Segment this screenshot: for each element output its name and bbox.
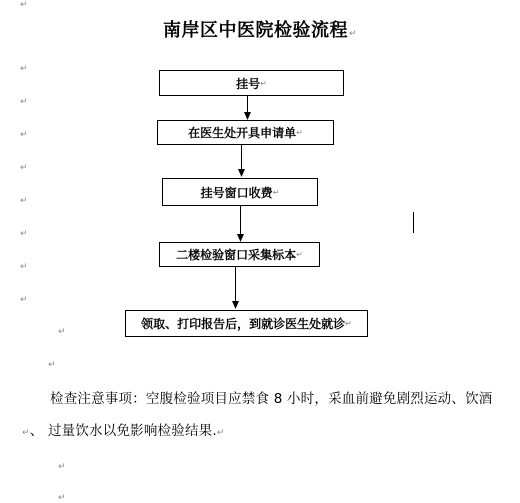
flow-arrow <box>231 267 240 309</box>
flow-step-label: 挂号窗口收费 <box>200 185 273 200</box>
flow-step-doctor-request <box>157 120 334 145</box>
notes-line-1: 检查注意事项：空腹检验项目应禁食 8 小时，采血前避免剧烈运动、 <box>50 391 466 407</box>
paragraph-mark: ↵ <box>20 163 28 173</box>
flow-step-label: 挂号 <box>236 76 261 91</box>
paragraph-mark: ↵ <box>20 262 28 272</box>
paragraph-mark: ↵ <box>20 295 28 305</box>
flow-arrow <box>243 96 252 120</box>
paragraph-mark: ↵ <box>296 250 303 259</box>
paragraph-mark: ↵ <box>345 319 352 328</box>
flow-arrow <box>236 206 245 242</box>
paragraph-mark: ↵ <box>20 0 28 10</box>
paragraph-mark: ↵ <box>20 64 28 74</box>
text-cursor <box>413 212 414 233</box>
notes-line-2-a: 饮酒 <box>465 391 493 407</box>
paragraph-mark: ↵ <box>20 130 28 140</box>
notes-line-2-b: 、 过量饮水以免影响检验结果. <box>29 423 217 439</box>
paragraph-mark: ↵ <box>48 360 56 370</box>
paragraph-mark: ↵ <box>216 428 225 438</box>
paragraph-mark: ↵ <box>20 229 28 239</box>
flow-step-label: 领取、打印报告后，到就诊医生处就诊 <box>141 317 346 331</box>
flow-step-label: 在医生处开具申请单 <box>188 126 297 140</box>
paragraph-mark: ↵ <box>296 128 303 137</box>
flow-step-report-followup <box>125 310 368 337</box>
paragraph-mark: ↵ <box>58 493 66 503</box>
flow-step-payment-window <box>162 178 318 206</box>
paragraph-mark: ↵ <box>348 29 358 39</box>
flow-step-sample-collection <box>159 242 320 267</box>
paragraph-mark: ↵ <box>272 187 280 197</box>
paragraph-mark: ↵ <box>22 428 30 438</box>
paragraph-mark: ↵ <box>260 78 267 88</box>
flow-step-label: 二楼检验窗口采集标本 <box>176 248 297 262</box>
title-text: 南岸区中医院检验流程 <box>162 20 348 41</box>
flow-arrow <box>237 145 246 177</box>
paragraph-mark: ↵ <box>20 97 28 107</box>
paragraph-mark: ↵ <box>20 196 28 206</box>
document-title <box>0 16 520 42</box>
notes-paragraph <box>22 383 502 449</box>
paragraph-mark: ↵ <box>58 327 66 337</box>
paragraph-mark: ↵ <box>58 462 66 472</box>
flow-step-register <box>159 70 344 96</box>
